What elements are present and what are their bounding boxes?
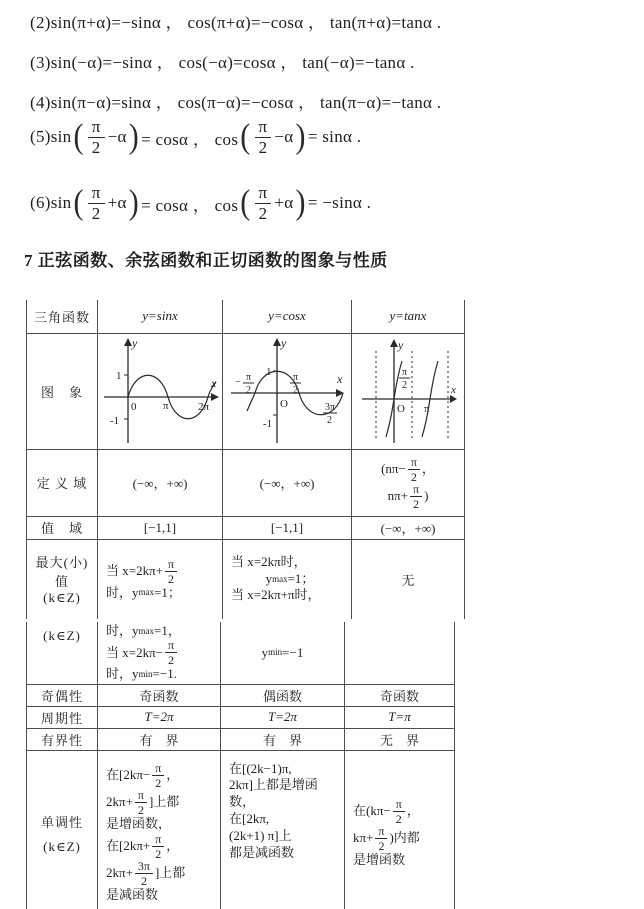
header-cell-tanx: y=tanx [352, 300, 465, 333]
frac-num: 3π [325, 402, 336, 413]
origin-label: 0 [131, 401, 137, 413]
frac-num: π [402, 366, 408, 378]
bounded-cos: 有 界 [221, 728, 345, 750]
fraction: $\frac{3\pi}{2}$ [135, 860, 153, 887]
axis-label-y: y [398, 337, 404, 352]
left-paren: ( [240, 117, 251, 156]
fraction: $\frac{\pi}{2}$ [165, 558, 177, 585]
row-label-range: 值 域 [27, 516, 98, 539]
tan-graph [354, 335, 462, 448]
monotony-cos: 在[(2k−1)π, 2kπ]上都是增函 数， 在[2kπ, (2k+1) π]上 都是减函数 [221, 750, 345, 909]
formula-line-3: (3)sin(−α)=−sinα ， cos(−α)=cosα ， tan(−α)=−tanα . [30, 53, 415, 72]
row-label-monotony: 单调性 (k∈Z) [27, 750, 98, 909]
fraction: $\frac{\pi}{2}$ [408, 456, 420, 483]
kz-cos: y min =−1 [221, 622, 345, 684]
row-label-domain: 定 义 域 [27, 449, 98, 516]
monotony-tan: 在(kπ− $\frac{\pi}{2}$ ， kπ+ $\frac{\pi}{2}$ )内都 是增函数 [345, 750, 455, 909]
row-label-graph: 图 象 [27, 333, 98, 449]
header-cell-sinx: y=sinx [98, 300, 223, 333]
row-label-maxmin: 最大(小) 值 (k∈Z) [27, 539, 98, 619]
formula-text: (6)sin [30, 193, 72, 213]
formula-line-5 [30, 118, 361, 157]
origin-label: O [397, 402, 405, 415]
maxmin-cos: 当 x=2kπ时， y max =1； 当 x=2kπ+π时， [223, 539, 352, 619]
tick-2pi: 2π [198, 401, 210, 413]
tick-minus1: -1 [110, 415, 120, 427]
tick-pi: π [163, 400, 169, 412]
bounded-tan: 无 界 [345, 728, 455, 750]
range-sin: [−1,1] [98, 516, 223, 539]
period-sin: T=2π [98, 706, 221, 728]
parity-cos: 偶函数 [221, 684, 345, 706]
fraction: $\frac{\pi}{2}$ [393, 798, 405, 825]
kz-tan [345, 622, 455, 684]
domain-sin: (−∞，+∞) [98, 449, 223, 516]
axis-label-y: y [132, 336, 138, 350]
parity-sin: 奇函数 [98, 684, 221, 706]
axis-label-x: x [451, 383, 456, 396]
fraction: $\frac{\pi}{2}$ [88, 118, 105, 157]
row-label-kz: (k∈Z) [27, 622, 98, 684]
trig-table-block1 [26, 300, 465, 619]
tick-pi: π [424, 402, 430, 415]
formula-line-6 [30, 184, 371, 223]
fraction: $\frac{\pi}{2}$ [375, 825, 387, 852]
formula-text: +α [107, 193, 127, 213]
domain-tan: (nπ− $\frac{\pi}{2}$ ， nπ+ $\frac{\pi}{2}$ ) [352, 449, 465, 516]
frac-den: 2 [402, 379, 407, 391]
row-label-parity: 奇偶性 [27, 684, 98, 706]
frac-den: 2 [246, 385, 251, 396]
header-cell-cosx: y=cosx [223, 300, 352, 333]
maxmin-sin: 当 x=2kπ+ $\frac{\pi}{2}$ 时，y max =1； [98, 539, 223, 619]
frac-den: 2 [327, 415, 332, 426]
left-paren: ( [240, 183, 251, 222]
parity-tan: 奇函数 [345, 684, 455, 706]
formula-text: = cosα ， cos [141, 195, 239, 215]
maxmin-tan: 无 [352, 539, 465, 619]
domain-cos: (−∞，+∞) [223, 449, 352, 516]
fraction: $\frac{\pi}{2}$ [410, 483, 422, 510]
section-heading: 7 正弦函数、余弦函数和正切函数的图象与性质 [24, 251, 388, 270]
formula-line-4: (4)sin(π−α)=sinα ， cos(π−α)=−cosα ， tan(π−α)=−tanα . [30, 93, 442, 112]
row-label-period: 周期性 [27, 706, 98, 728]
frac-num: π [293, 372, 299, 383]
fraction: $\frac{\pi}{2}$ [135, 789, 147, 816]
formula-text: = −sinα . [307, 193, 372, 213]
tick-minus1: -1 [263, 418, 273, 430]
axis-label-x: x [337, 372, 343, 386]
period-tan: T=π [345, 706, 455, 728]
header-cell-function: 三角函数 [27, 300, 98, 333]
tick-1: 1 [266, 366, 272, 378]
left-paren: ( [73, 117, 84, 156]
axis-label-y: y [281, 336, 287, 350]
formula-text: (5)sin [30, 127, 72, 147]
bounded-sin: 有 界 [98, 728, 221, 750]
formula-line-2: (2)sin(π+α)=−sinα ， cos(π+α)=−cosα ， tan(π+α)=tanα . [30, 13, 442, 32]
fraction: $\frac{\pi}{2}$ [152, 833, 164, 860]
row-label-bounded: 有界性 [27, 728, 98, 750]
fraction: $\frac{\pi}{2}$ [255, 184, 272, 223]
formula-text: −α [107, 127, 127, 147]
fraction: $\frac{\pi}{2}$ [88, 184, 105, 223]
fraction: $\frac{\pi}{2}$ [255, 118, 272, 157]
formula-text: +α [274, 193, 294, 213]
frac-num: π [246, 372, 252, 383]
sin-graph [100, 335, 220, 447]
monotony-sin: 在[2kπ− $\frac{\pi}{2}$ ， 2kπ+ $\frac{\pi}{2}$ ]上都 是增函数， 在[2kπ+ $\frac{\pi}{2}$ ， 2kπ+ $\frac{3\pi}{2}$ ]上都 是减函数 [98, 750, 221, 909]
cos-graph [225, 335, 349, 447]
trig-table-block2 [26, 622, 455, 909]
formula-text: −α [274, 127, 294, 147]
tick-1: 1 [116, 370, 122, 382]
formula-text: = sinα . [307, 127, 362, 147]
fraction: $\frac{\pi}{2}$ [165, 639, 177, 666]
range-tan: (−∞，+∞) [352, 516, 465, 539]
right-paren: ) [128, 183, 140, 222]
right-paren: ) [295, 183, 306, 222]
range-cos: [−1,1] [223, 516, 352, 539]
kz-sin: 时，y max =1， 当 x=2kπ− $\frac{\pi}{2}$ 时，y min =−1. [98, 622, 221, 684]
period-cos: T=2π [221, 706, 345, 728]
frac-den: 2 [293, 385, 298, 396]
origin-label: O [280, 398, 288, 410]
right-paren: ) [295, 117, 306, 156]
fraction: $\frac{\pi}{2}$ [152, 762, 164, 789]
left-paren: ( [73, 183, 84, 222]
right-paren: ) [128, 117, 140, 156]
axis-label-x: x [211, 376, 217, 390]
formula-text: = cosα ， cos [141, 129, 239, 149]
minus-sign: − [235, 377, 241, 388]
